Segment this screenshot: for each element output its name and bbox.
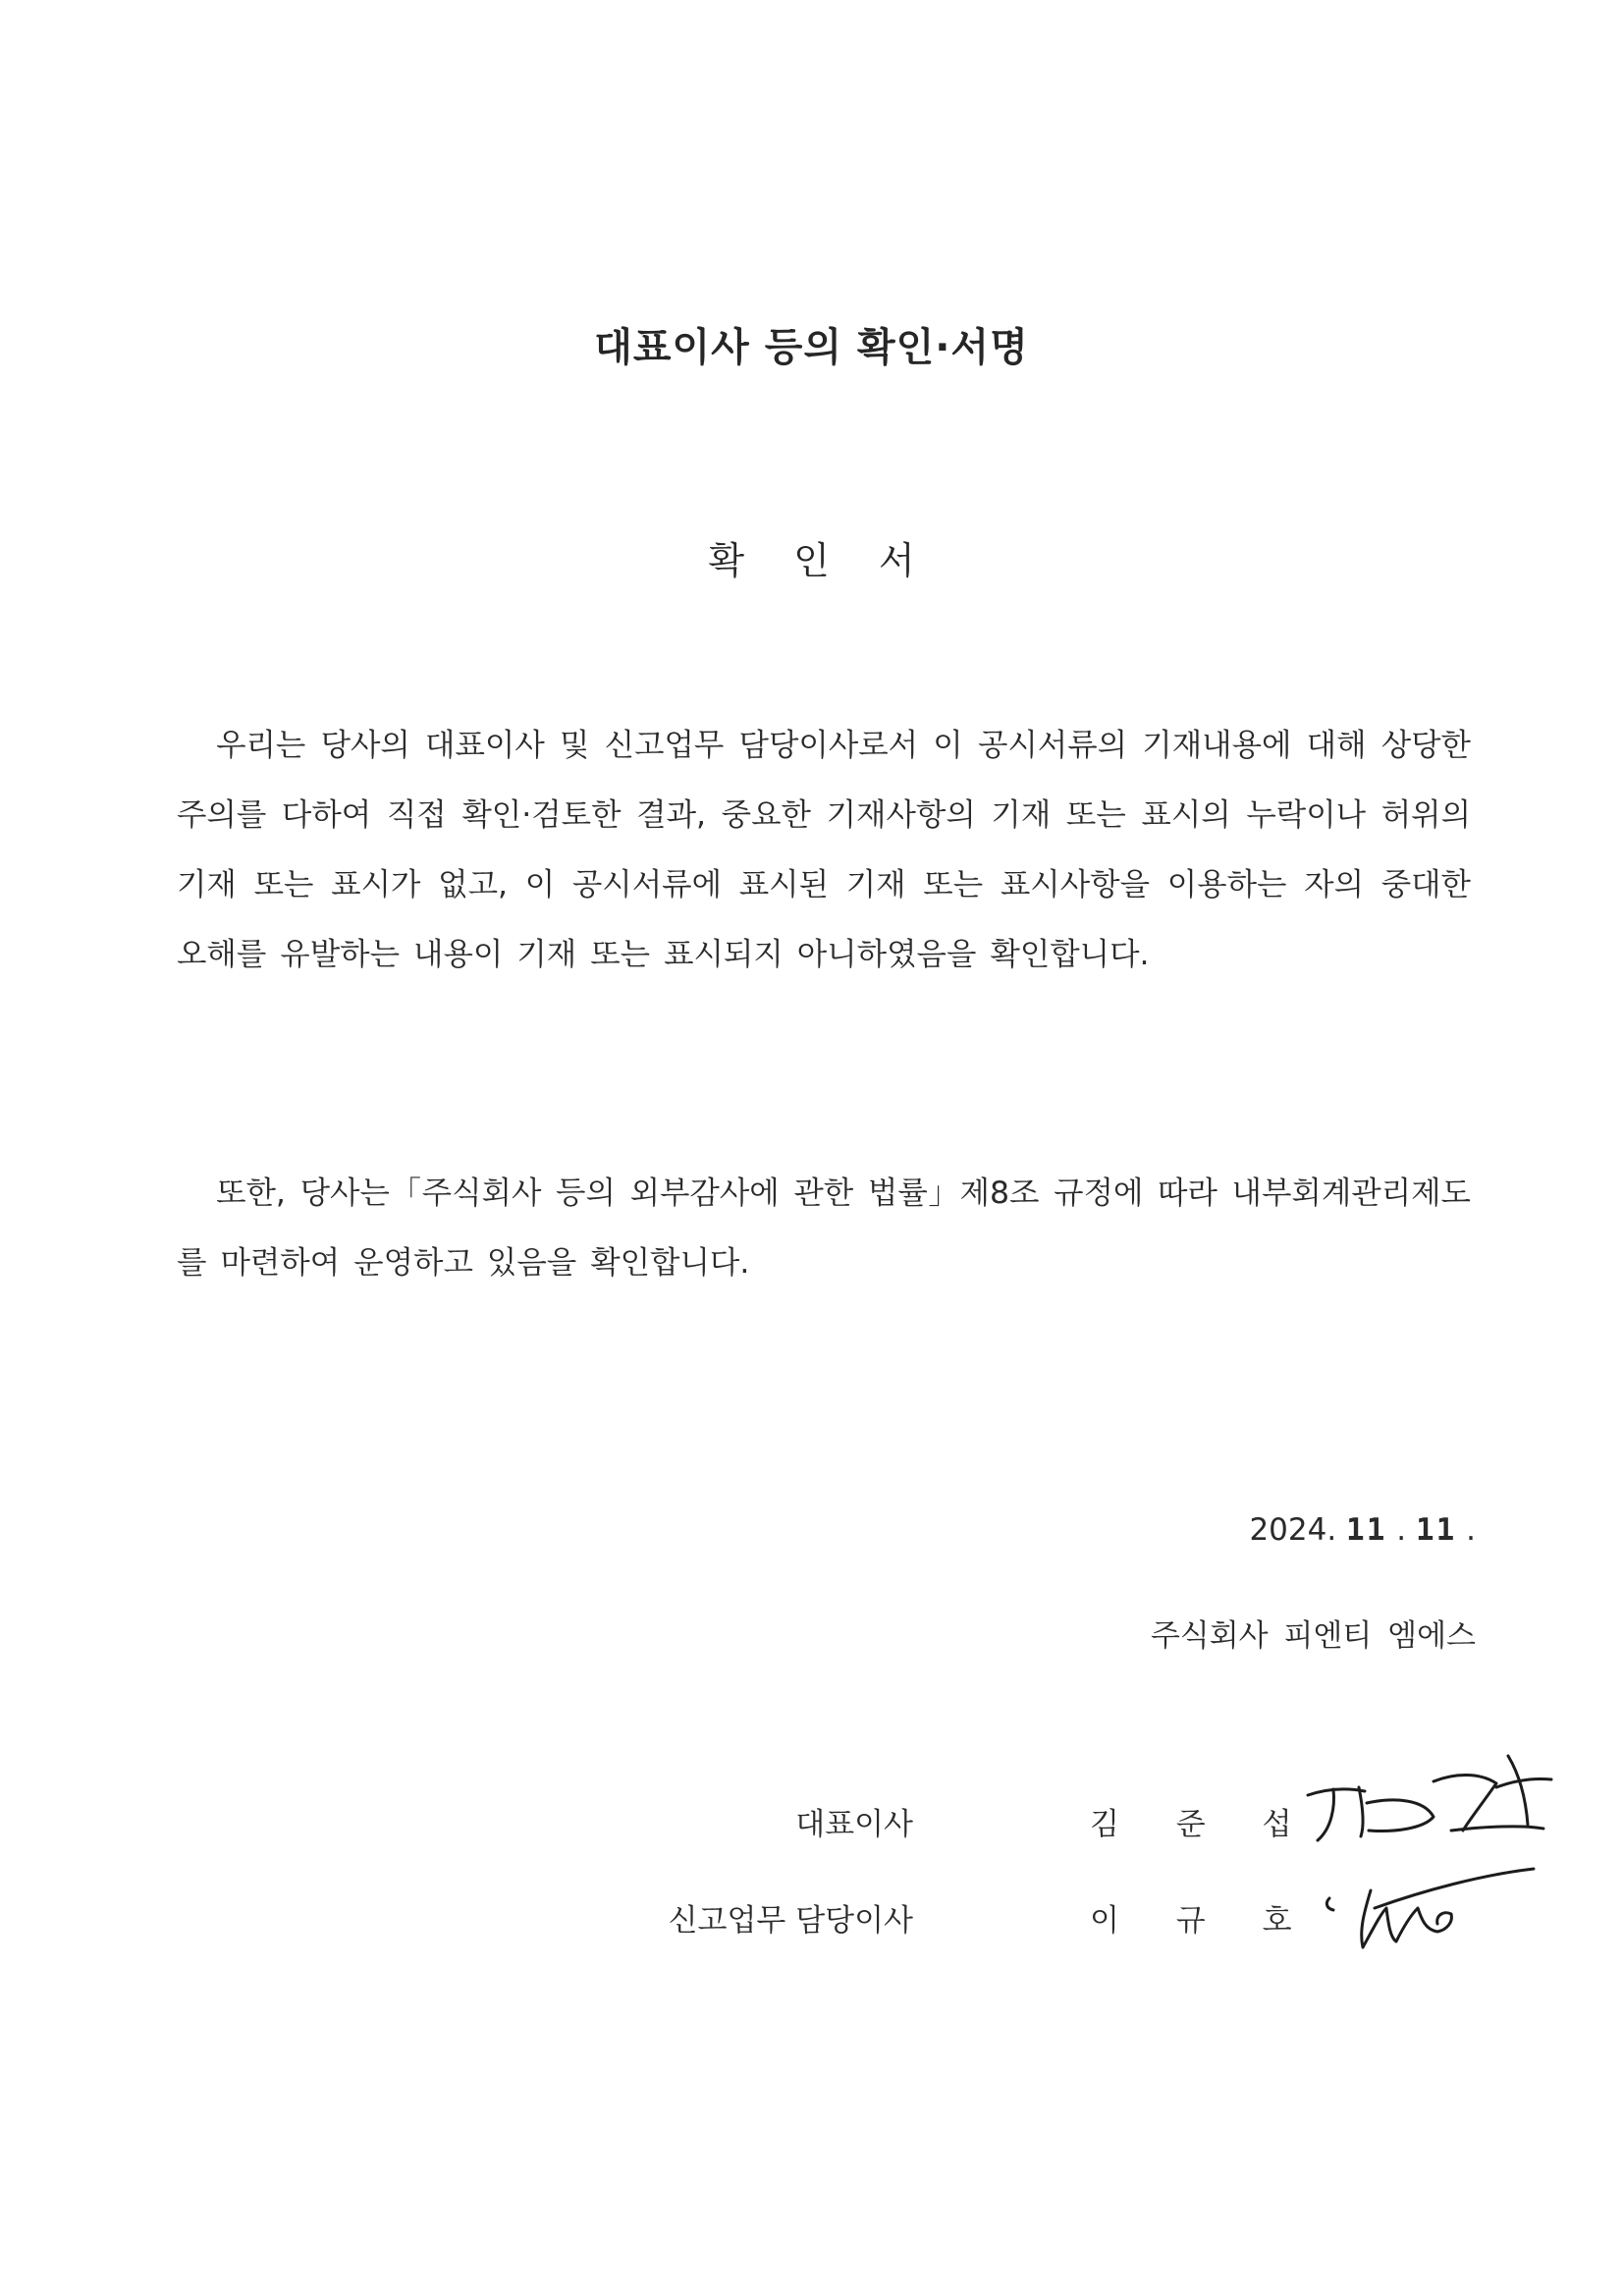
company-name: 주식회사 피엔티 엠에스 xyxy=(1150,1618,1476,1654)
date-day-handwritten: 11 xyxy=(1415,1512,1457,1548)
signing-date: 2024. 11 . 11 . xyxy=(1249,1512,1476,1548)
document-subtitle: 확 인 서 xyxy=(708,539,915,582)
document-title: 대표이사 등의 확인·서명 xyxy=(594,325,1029,370)
signatory-role: 대표이사 xyxy=(795,1807,913,1842)
officer-signature-icon xyxy=(1316,1861,1551,1969)
date-year: 2024. xyxy=(1249,1512,1337,1548)
internal-control-paragraph: 또한, 당사는「주식회사 등의 외부감사에 관한 법률」제8조 규정에 따라 내부회계관리제도를 마련하여 운영하고 있음을 확인합니다. xyxy=(177,1175,1471,1281)
signatory-name: 김 준 섭 xyxy=(1090,1807,1316,1842)
date-month-handwritten: 11 xyxy=(1346,1512,1387,1548)
signatory-name: 이 규 호 xyxy=(1090,1903,1316,1939)
ceo-signature-icon xyxy=(1286,1738,1571,1856)
signatory-role: 신고업무 담당이사 xyxy=(668,1903,913,1939)
confirmation-paragraph: 우리는 당사의 대표이사 및 신고업무 담당이사로서 이 공시서류의 기재내용에 대해 상당한 주의를 다하여 직접 확인·검토한 결과, 중요한 기재사항의 기재 또는 표시의 누락이나 허위의 기재 또는 표시가 없고, 이 공시서류에 표시된 기재 또는 표시사항을 이용하는 자의 중대한 오해를 유발하는 내용이 기재 또는 표시되지 아니하였음을 확인합니다. xyxy=(177,728,1471,972)
